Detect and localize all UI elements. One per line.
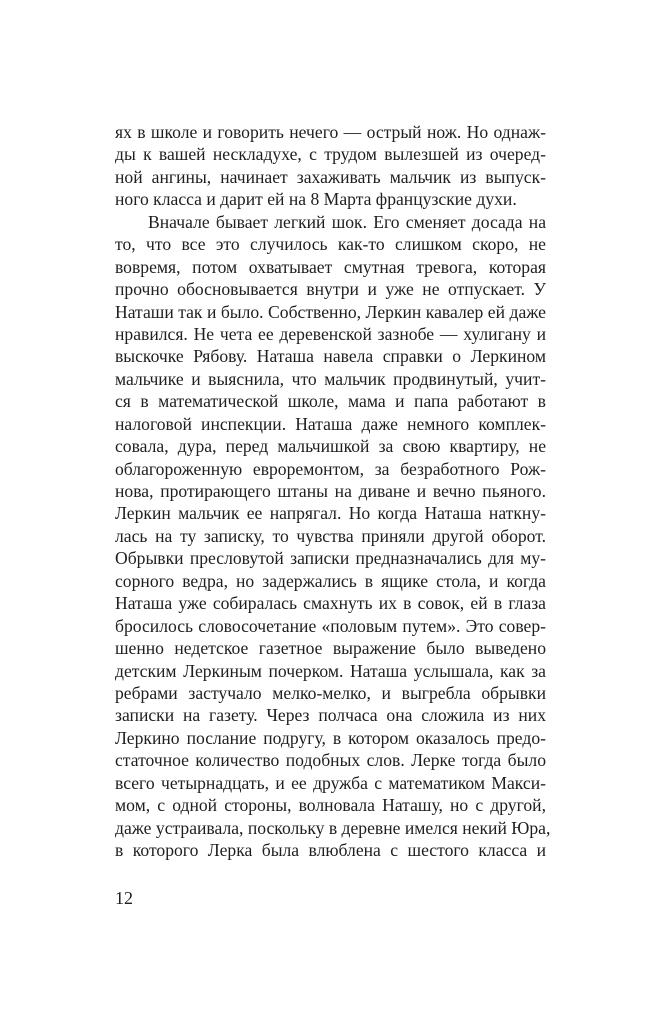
- text-line: Обрывки пресловутой записки предназначались для му-: [115, 548, 546, 569]
- body-text: [115, 121, 551, 861]
- text-line: налоговой инспекции. Наташа даже немного комплек-: [115, 413, 546, 434]
- paragraph: [115, 211, 551, 862]
- text-line: прочно обосновывается внутри и уже не отпускает. У: [115, 279, 546, 300]
- text-line: нравился. Не чета ее деревенской зазнобе — хулигану и: [115, 323, 546, 344]
- text-line: всего четырнадцать, и ее дружба с математиком Макси-: [115, 772, 546, 793]
- text-line: облагороженную евроремонтом, за безработного Рож-: [115, 458, 546, 479]
- text-line: Наташи так и было. Собственно, Леркин кавалер ей даже: [115, 301, 546, 322]
- text-line: бросилось словосочетание «половым путем». Это совер-: [115, 615, 546, 636]
- text-line: Наташа уже собиралась смахнуть их в совок, ей в глаза: [115, 593, 546, 614]
- text-line: то, что все это случилось как-то слишком скоро, не: [115, 234, 546, 255]
- text-line: Вначале бывает легкий шок. Его сменяет досада на: [148, 211, 546, 232]
- text-line: статочное количество подобных слов. Лерке тогда было: [115, 750, 546, 771]
- text-line: Леркино послание подругу, в котором оказалось предо-: [115, 727, 546, 748]
- text-line: ся в математической школе, мама и папа работают в: [115, 391, 546, 412]
- text-line: мом, с одной стороны, волновала Наташу, но с другой,: [115, 795, 546, 816]
- text-line: детским Леркиным почерком. Наташа услышала, как за: [115, 660, 546, 681]
- text-line: вовремя, потом охватывает смутная тревога, которая: [115, 256, 546, 277]
- text-line: даже устраивала, поскольку в деревне имелся некий Юра,: [115, 817, 551, 838]
- text-line: мальчике и выяснила, что мальчик продвинутый, учит-: [115, 368, 546, 389]
- text-line: в которого Лерка была влюблена с шестого класса и: [115, 840, 546, 860]
- page-number: 12: [115, 888, 133, 908]
- text-line: Леркин мальчик ее напрягал. Но когда Наташа наткну-: [115, 503, 546, 524]
- text-line: ной ангины, начинает захаживать мальчик из выпуск-: [115, 166, 546, 187]
- text-line: лась на ту записку, то чувства приняли другой оборот.: [115, 525, 546, 546]
- text-line: ного класса и дарит ей на 8 Марта французские духи.: [115, 189, 517, 210]
- text-line: ребрами застучало мелко-мелко, и выгребла обрывки: [115, 682, 546, 703]
- text-line: сорного ведра, но задержались в ящике стола, и когда: [115, 570, 546, 591]
- text-line: шенно недетское газетное выражение было выведено: [115, 638, 546, 659]
- text-line: нова, протирающего штаны на диване и вечно пьяного.: [115, 481, 546, 501]
- text-line: записки на газету. Через полчаса она сложила из них: [115, 705, 546, 726]
- text-line: ях в школе и говорить нечего — острый нож. Но однаж-: [115, 122, 546, 142]
- text-line: ды к вашей нескладухе, с трудом вылезшей из очеред-: [115, 144, 546, 165]
- paragraph: [115, 121, 546, 211]
- text-line: совала, дура, перед мальчишкой за свою квартиру, не: [115, 436, 546, 457]
- text-line: выскочке Рябову. Наташа навела справки о Леркином: [115, 346, 546, 367]
